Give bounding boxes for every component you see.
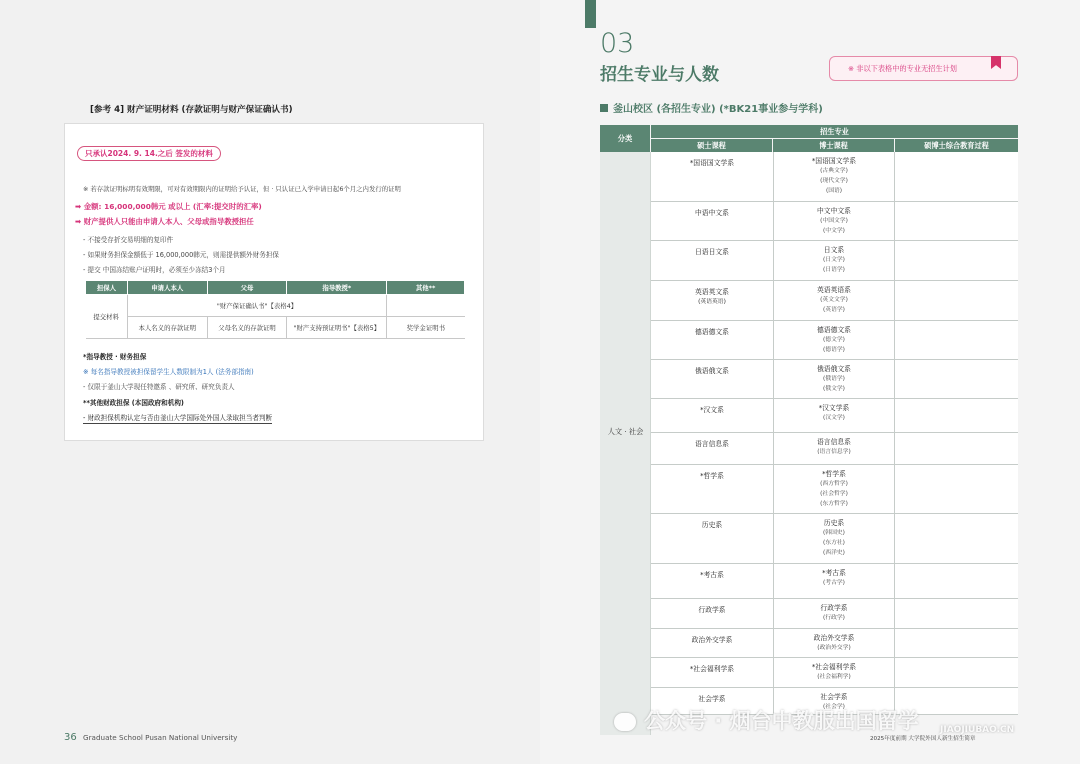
master-program: *汉文系 <box>700 406 724 414</box>
header-parents: 父母 <box>207 281 287 295</box>
doctor-program: 行政学系 (行政学) <box>773 599 895 628</box>
table-row <box>651 433 1018 465</box>
no-recruit-notice <box>829 56 1018 81</box>
section-tab-marker <box>585 0 596 28</box>
reference-title: [参考 4] 财产证明材料 (存款证明与财产保证确认书) <box>90 105 293 115</box>
master-program: 俄语俄文系 <box>695 367 729 375</box>
table-row <box>651 360 1018 399</box>
master-program: *国语国文学系 <box>689 159 735 167</box>
header-guarantor: 担保人 <box>86 281 128 295</box>
financial-proof-card <box>64 123 484 441</box>
table-row <box>651 658 1018 688</box>
section-number: 03 <box>600 28 635 59</box>
header-master: 硕士课程 <box>651 139 772 152</box>
doctor-program: *汉文学系 (汉文学) <box>773 399 895 432</box>
doctor-program: 德语德文系 (德文学) (德语学) <box>773 321 895 359</box>
bullet-extra-guarantee: - 如果财务担保金额低于 16,000,000韩元，则需提供额外财务担保 <box>83 251 279 259</box>
master-program: *考古系 <box>700 571 724 579</box>
cell-advisor-form: "财产支持预证明书"【表格5】 <box>287 317 387 339</box>
cell-scholarship: 奖学金证明书 <box>387 317 465 339</box>
cell-empty <box>387 295 465 317</box>
guarantor-table <box>85 280 465 339</box>
page-number: 36 <box>64 732 77 743</box>
table-row <box>651 629 1018 658</box>
watermark-text: 公众号 · 烟台中教服出国留学 <box>644 709 919 733</box>
doctor-program: *考古系 (考古学) <box>773 564 895 598</box>
date-requirement-badge: 只承认2024. 9. 14.之后 签发的材料 <box>77 146 221 161</box>
table-row <box>651 399 1018 433</box>
table-row <box>651 514 1018 564</box>
master-program: *哲学系 <box>700 472 724 480</box>
left-footer <box>64 732 237 743</box>
footnote-judgement: - 财政担保机构认定与否由釜山大学国际处外国人录取担当者判断 <box>83 414 273 422</box>
footnote-other: **其他财政担保 (本国政府和机构) <box>83 399 184 407</box>
watermark <box>614 705 919 735</box>
header-other: 其他** <box>387 281 465 295</box>
program-rows <box>651 152 1018 715</box>
table-row <box>651 241 1018 281</box>
master-program: 德语德文系 <box>695 328 729 336</box>
amount-requirement: ➡ 金额: 16,000,000韩元 或以上 (汇率:提交时的汇率) <box>75 202 262 211</box>
bookmark-icon <box>991 56 1001 69</box>
watermark-sub: JIAOJIUBAO.CN <box>940 725 1015 735</box>
section-title: 招生专业与人数 <box>600 65 719 85</box>
master-program: 行政学系 <box>698 606 726 614</box>
doctor-program: 英语英语系 (英文文学) (英语学) <box>773 281 895 320</box>
doctor-program: *国语国文学系 (古典文学) (现代文学) (国语) <box>773 152 895 201</box>
master-program: 社会学系 <box>698 695 726 703</box>
master-program: 日语日文系 <box>695 248 729 256</box>
doctor-program: 语言信息系 (语言信息学) <box>773 433 895 464</box>
doctor-program: *哲学系 (西方哲学) (社会哲学) (东方哲学) <box>773 465 895 513</box>
header-category: 分类 <box>600 125 650 152</box>
table-row <box>651 281 1018 321</box>
header-advisor: 指导教授* <box>287 281 387 295</box>
table-row <box>651 152 1018 202</box>
doctor-program: 政治外交学系 (政治外交学) <box>773 629 895 657</box>
programs-table-header <box>600 125 1018 152</box>
header-program: 招生专业 <box>651 125 1018 138</box>
wechat-icon <box>614 713 636 731</box>
doctor-program: 日文系 (日文学) (日语学) <box>773 241 895 280</box>
footnote-limit: ※ 每名指导教授被担保留学生人数限制为1人 (法务部指南) <box>83 368 254 376</box>
notice-text: ※ 非以下表格中的专业无招生计划 <box>848 64 957 73</box>
bullet-frozen-account: - 提交 中国冻结账户证明时，必须至少冻结3个月 <box>83 266 226 274</box>
doctor-program: 社会学系 (社会学) <box>773 688 895 714</box>
right-footer: 2025年度前期 大学院外国人新生招生简章 <box>870 736 976 742</box>
category-humanities <box>600 152 651 735</box>
header-combined: 硕博士综合教育过程 <box>895 139 1018 152</box>
doctor-program: 中文中文系 (中国文学) (中文学) <box>773 202 895 240</box>
sponsor-requirement: ➡ 财产提供人只能由申请人本人、父母或指导教授担任 <box>75 217 254 226</box>
cell-applicant-deposit: 本人名义的存款证明 <box>127 317 207 339</box>
row-label-documents: 提交材料 <box>86 295 128 339</box>
master-program: 历史系 <box>701 521 723 529</box>
validity-note: ※ 若存款证明标明有效期限，可对有效期限内的证明给予认证，但 · 只认证已入学申请日起6个月之内发行的证明 <box>83 185 401 193</box>
merged-guarantee-form: "财产保证确认书"【表格4】 <box>127 295 386 317</box>
master-program: 中语中文系 <box>695 209 729 217</box>
footnote-advisor: *指导教授 · 财务担保 <box>83 353 147 361</box>
campus-heading-text: 釜山校区 (各招生专业) (*BK21事业参与学科) <box>613 104 823 115</box>
doctor-program: 俄语俄文系 (俄语学) (俄文学) <box>773 360 895 398</box>
table-row <box>651 599 1018 629</box>
master-program: *社会福利学系 <box>689 665 735 673</box>
master-program: 政治外交学系 <box>691 636 733 644</box>
square-bullet-icon <box>600 104 608 112</box>
doctor-program: 历史系 (韩国史) (东方社) (西洋史) <box>773 514 895 563</box>
footnote-eligible: - 仅限于釜山大学现任特邀系 、研究所、研究负责人 <box>83 383 235 391</box>
doctor-program: *社会福利学系 (社会福利学) <box>773 658 895 687</box>
bullet-no-copy: - 不接受存折交易明细的复印件 <box>83 236 174 244</box>
campus-heading <box>600 100 823 115</box>
table-row <box>651 465 1018 514</box>
master-program: 语言信息系 <box>695 440 729 448</box>
table-row <box>651 202 1018 241</box>
programs-table-body <box>600 152 1018 735</box>
category-label: 人文 · 社会 <box>607 427 644 436</box>
footer-university: Graduate School Pusan National University <box>83 733 238 742</box>
header-applicant: 申请人本人 <box>127 281 207 295</box>
master-program: 英语英文系 (英语英语) <box>695 288 729 305</box>
header-doctor: 博士课程 <box>773 139 894 152</box>
table-row <box>651 564 1018 599</box>
table-row <box>651 321 1018 360</box>
programs-table <box>600 125 1018 710</box>
cell-parents-deposit: 父母名义的存款证明 <box>207 317 287 339</box>
